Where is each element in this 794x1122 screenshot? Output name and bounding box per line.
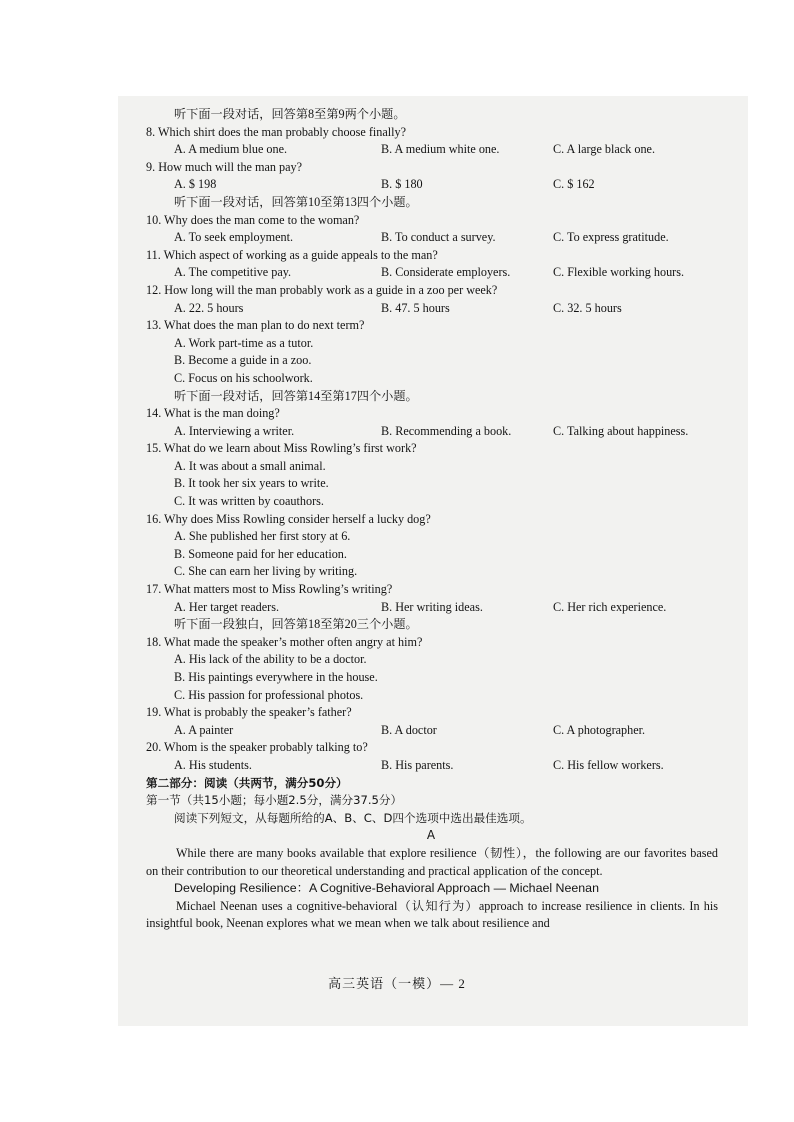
passage-p2-text: Michael Neenan uses a cognitive-behavioral（认知行为）approach to increase resilience in clients. In his insightful book, Neenan explores what we mean when we talk about resilience and <box>146 898 718 931</box>
option-a: A. She published her first story at 6. <box>174 529 351 544</box>
question-18-stem: 18. What made the speaker’s mother often angry at him? <box>146 634 423 649</box>
option-a: A. $ 198 <box>174 177 217 192</box>
instruction-14-17: 听下面一段对话，回答第14至第17四个小题。 <box>174 388 418 403</box>
exam-page-content <box>146 106 746 933</box>
question-16-stem: 16. Why does Miss Rowling consider herself a lucky dog? <box>146 511 431 526</box>
option-b: B. His paintings everywhere in the house. <box>174 670 378 684</box>
question-9-stem: 9. How much will the man pay? <box>146 159 303 174</box>
option-a: A. Interviewing a writer. <box>174 423 295 438</box>
question-19-stem: 19. What is probably the speaker’s father? <box>146 705 352 720</box>
option-a: A. It was about a small animal. <box>174 458 326 473</box>
question-14-options <box>146 423 746 441</box>
passage-letter: A <box>426 828 436 843</box>
option-c: C. A large black one. <box>553 142 655 157</box>
option-c: C. Her rich experience. <box>553 599 667 614</box>
question-8-stem: 8. Which shirt does the man probably choose finally? <box>146 124 407 139</box>
question-12-stem: 12. How long will the man probably work as a guide in a zoo per week? <box>146 282 498 297</box>
option-c: C. 32. 5 hours <box>553 300 622 315</box>
option-b: B. Someone paid for her education. <box>174 546 347 561</box>
instruction-10-13: 听下面一段对话，回答第10至第13四个小题。 <box>174 194 418 209</box>
option-c: C. A photographer. <box>553 722 646 737</box>
option-c: C. Talking about happiness. <box>553 423 689 438</box>
option-b: B. It took her six years to write. <box>174 476 329 491</box>
option-a: A. The competitive pay. <box>174 265 292 280</box>
option-b: B. His parents. <box>381 757 454 772</box>
option-c: C. His fellow workers. <box>553 757 664 772</box>
question-17-stem: 17. What matters most to Miss Rowling’s writing? <box>146 582 393 597</box>
option-a: A. His lack of the ability to be a doctor. <box>174 652 367 667</box>
part-2-heading: 第二部分：阅读（共两节，满分50分） <box>146 775 348 790</box>
book-title: Developing Resilience：A Cognitive-Behavioral Approach — Michael Neenan <box>174 881 599 896</box>
option-c: C. Focus on his schoolwork. <box>174 370 313 385</box>
passage-paragraph-2 <box>146 898 718 933</box>
question-11-stem: 11. Which aspect of working as a guide appeals to the man? <box>146 247 438 262</box>
option-a: A. A medium blue one. <box>174 142 288 157</box>
option-b: B. Become a guide in a zoo. <box>174 353 312 368</box>
question-17-options <box>146 599 746 617</box>
question-9-options <box>146 176 746 194</box>
question-8-options <box>146 141 746 159</box>
passage-intro-text: While there are many books available that explore resilience（韧性），the following are our favorites based on their contribution to our theoretical understanding and practical application of the concept. <box>146 845 718 878</box>
instruction-18-20: 听下面一段独白，回答第18至第20三个小题。 <box>174 617 418 632</box>
question-19-options <box>146 722 746 740</box>
passage-intro-paragraph <box>146 845 718 880</box>
option-a: A. Work part-time as a tutor. <box>174 335 314 350</box>
page-footer: 高三英语（一模）— 2 <box>328 976 466 991</box>
option-b: B. A medium white one. <box>381 142 500 157</box>
option-a: A. A painter <box>174 722 234 737</box>
question-13-stem: 13. What does the man plan to do next term? <box>146 318 365 333</box>
option-a: A. To seek employment. <box>174 230 294 245</box>
question-14-stem: 14. What is the man doing? <box>146 406 280 421</box>
question-10-options <box>146 229 746 247</box>
question-11-options <box>146 264 746 282</box>
option-b: B. Recommending a book. <box>381 423 512 438</box>
question-10-stem: 10. Why does the man come to the woman? <box>146 212 360 227</box>
option-a: A. His students. <box>174 757 252 772</box>
option-b: B. To conduct a survey. <box>381 230 496 245</box>
question-15-stem: 15. What do we learn about Miss Rowling’s first work? <box>146 441 417 456</box>
question-20-stem: 20. Whom is the speaker probably talking to? <box>146 740 368 755</box>
option-b: B. Her writing ideas. <box>381 599 483 614</box>
option-c: C. His passion for professional photos. <box>174 687 364 702</box>
option-b: B. Considerate employers. <box>381 265 511 280</box>
option-a: A. 22. 5 hours <box>174 300 244 315</box>
option-b: B. A doctor <box>381 722 437 737</box>
option-a: A. Her target readers. <box>174 599 280 614</box>
option-c: C. She can earn her living by writing. <box>174 564 358 579</box>
option-c: C. Flexible working hours. <box>553 265 685 280</box>
question-12-options <box>146 300 746 318</box>
option-b: B. 47. 5 hours <box>381 300 450 315</box>
question-20-options <box>146 757 746 775</box>
reading-instruction: 阅读下列短文，从每题所给的A、B、C、D四个选项中选出最佳选项。 <box>174 810 532 825</box>
option-c: C. It was written by coauthors. <box>174 494 324 509</box>
section-1-heading: 第一节（共15小题；每小题2.5分，满分37.5分） <box>146 793 403 808</box>
option-b: B. $ 180 <box>381 177 423 192</box>
option-c: C. To express gratitude. <box>553 230 669 245</box>
option-c: C. $ 162 <box>553 177 595 192</box>
instruction-8-9: 听下面一段对话，回答第8至第9两个小题。 <box>174 107 406 121</box>
